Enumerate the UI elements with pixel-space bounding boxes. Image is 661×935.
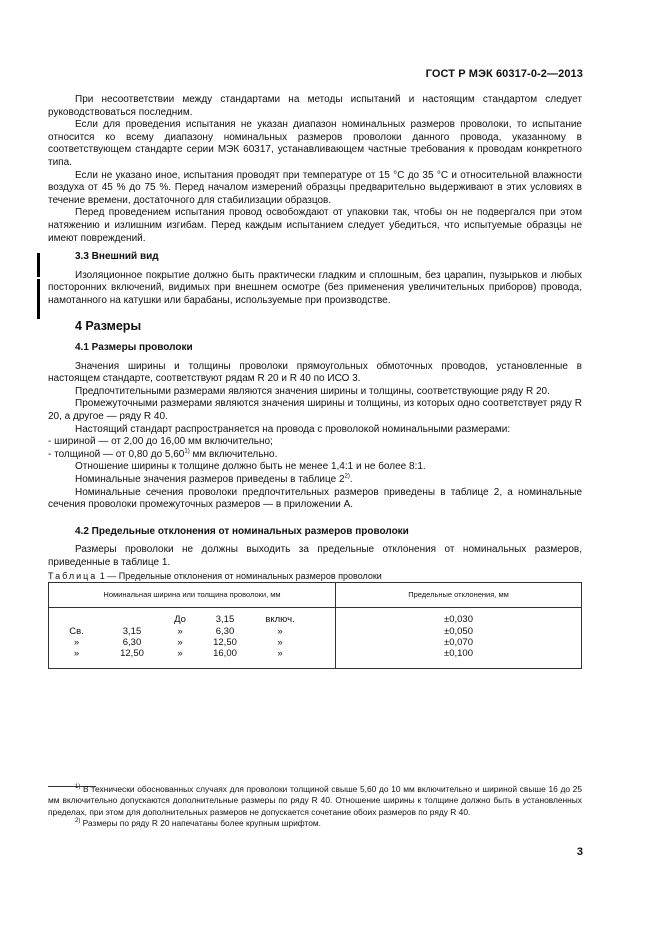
paragraph: Отношение ширины к толщине должно быть не менее 1,4:1 и не более 8:1. [75, 461, 426, 473]
change-bar [37, 279, 40, 319]
deviation-value: ±0,100 [444, 648, 473, 660]
page-number: 3 [576, 846, 583, 858]
section-heading-3-3: 3.3 Внешний вид [75, 251, 159, 263]
tolerance-table [48, 582, 582, 669]
table-row: » 6,30 » 12,50 » [73, 636, 283, 648]
deviation-value: ±0,070 [444, 636, 473, 648]
footnote: $^{1)}$ В технически обоснованных случаях для проволоки толщиной свыше 5,60 до 10 мм включительно и шириной свыше 16 до 25 мм включительно допускаются дополнительные размеры по ряду R 40. Отношение ширины к толщине должно быть в установленных пределах, при этом для дополнительных размеров не допускается сочетание обоих размеров по ряду R 40. [48, 784, 582, 817]
paragraph: Изоляционное покрытие должно быть практически гладким и сплошным, без царапин, пузырьков и любых посторонних включений, видимых при внешнем осмотре (без применения увеличительных приборов) провода, намотанного на катушки или барабаны, используемые при производстве. [48, 269, 582, 306]
table-caption: Таблица 1 — Предельные отклонения от номинальных размеров проволоки [48, 570, 382, 581]
footnote-ref: 1) [184, 448, 190, 455]
paragraph: Значения ширины и толщины проволоки прямоугольных обмоточных проводов, установленные в настоящем стандарте, соответствуют рядам R 20 и R 40 по ИСО 3. [48, 360, 582, 385]
table-row: До 3,15 включ. [174, 614, 295, 626]
paragraph: Промежуточными размерами являются значения ширины и толщины, из которых одно соответствует ряду R 20, а другое — ряду R 40. [48, 398, 582, 423]
list-item: - шириной — от 2,00 до 16,00 мм включительно; [48, 436, 273, 448]
change-bar [37, 253, 40, 277]
paragraph: Размеры проволоки не должны выходить за предельные отклонения от номинальных размеров, приведенные в таблице 1. [48, 544, 582, 568]
deviation-value: ±0,050 [444, 625, 473, 637]
section-heading-4-1: 4.1 Размеры проволоки [75, 342, 193, 354]
list-item: - толщиной — от 0,80 до 5,60$^{1)}$ мм включительно. [48, 448, 278, 460]
deviation-cell [336, 608, 582, 669]
section-heading-4: 4 Размеры [75, 318, 142, 333]
footnote-ref: 2) [344, 473, 350, 480]
paragraph: Настоящий стандарт распространяется на провода с проволокой номинальными размерами: [75, 423, 511, 435]
paragraph: Предпочтительными размерами являются значения ширины и толщины, соответствующие ряду R 20. [75, 385, 550, 397]
main-text [48, 94, 582, 669]
footnote: $^{2)}$ Размеры по ряду R 20 напечатаны более крупным шрифтом. [75, 818, 321, 829]
deviation-value: ±0,030 [444, 614, 473, 626]
footnotes [48, 784, 582, 830]
table-row: Св. 3,15 » 6,30 » [69, 625, 283, 637]
paragraph: Номинальные сечения проволоки предпочтительных размеров приведены в таблице 2, а номинальные сечения проволоки промежуточных размеров — в приложении А. [48, 486, 582, 511]
paragraph: При несоответствии между стандартами на методы испытаний и настоящим стандартом следует руководствоваться последним. [48, 94, 582, 118]
table-header-nominal: Номинальная ширина или толщина проволоки, мм [49, 583, 336, 608]
section-heading-4-2: 4.2 Предельные отклонения от номинальных размеров проволоки [75, 525, 409, 537]
nominal-size-cell [49, 608, 336, 669]
document-code-header: ГОСТ Р МЭК 60317-0-2—2013 [425, 68, 583, 80]
table-row: » 12,50 » 16,00 » [73, 648, 283, 660]
table-header-deviation: Предельные отклонения, мм [336, 583, 582, 608]
paragraph: Перед проведением испытания провод освобождают от упаковки так, чтобы он не подвергался при этом натяжению и излишним изгибам. Перед каждым испытанием следует убедиться, что испытуемые образцы не имеют повреждений. [48, 207, 582, 244]
paragraph: Если для проведения испытания не указан диапазон номинальных размеров проволоки, то испытание относится ко всему диапазону номинальных размеров проволоки данного провода, указанному в соответствующем стандарте серии МЭК 60317, устанавливающем частные требования к проводам конкретного типа. [48, 119, 582, 168]
paragraph: Номинальные значения размеров приведены в таблице 2$^{2)}$. [75, 473, 353, 486]
paragraph: Если не указано иное, испытания проводят при температуре от 15 °С до 35 °С и относительной влажности воздуха от 45 % до 75 %. Перед началом измерений образцы предварительно выдерживают в этих условиях в течение времени, достаточного для стабилизации образцов. [48, 169, 582, 206]
